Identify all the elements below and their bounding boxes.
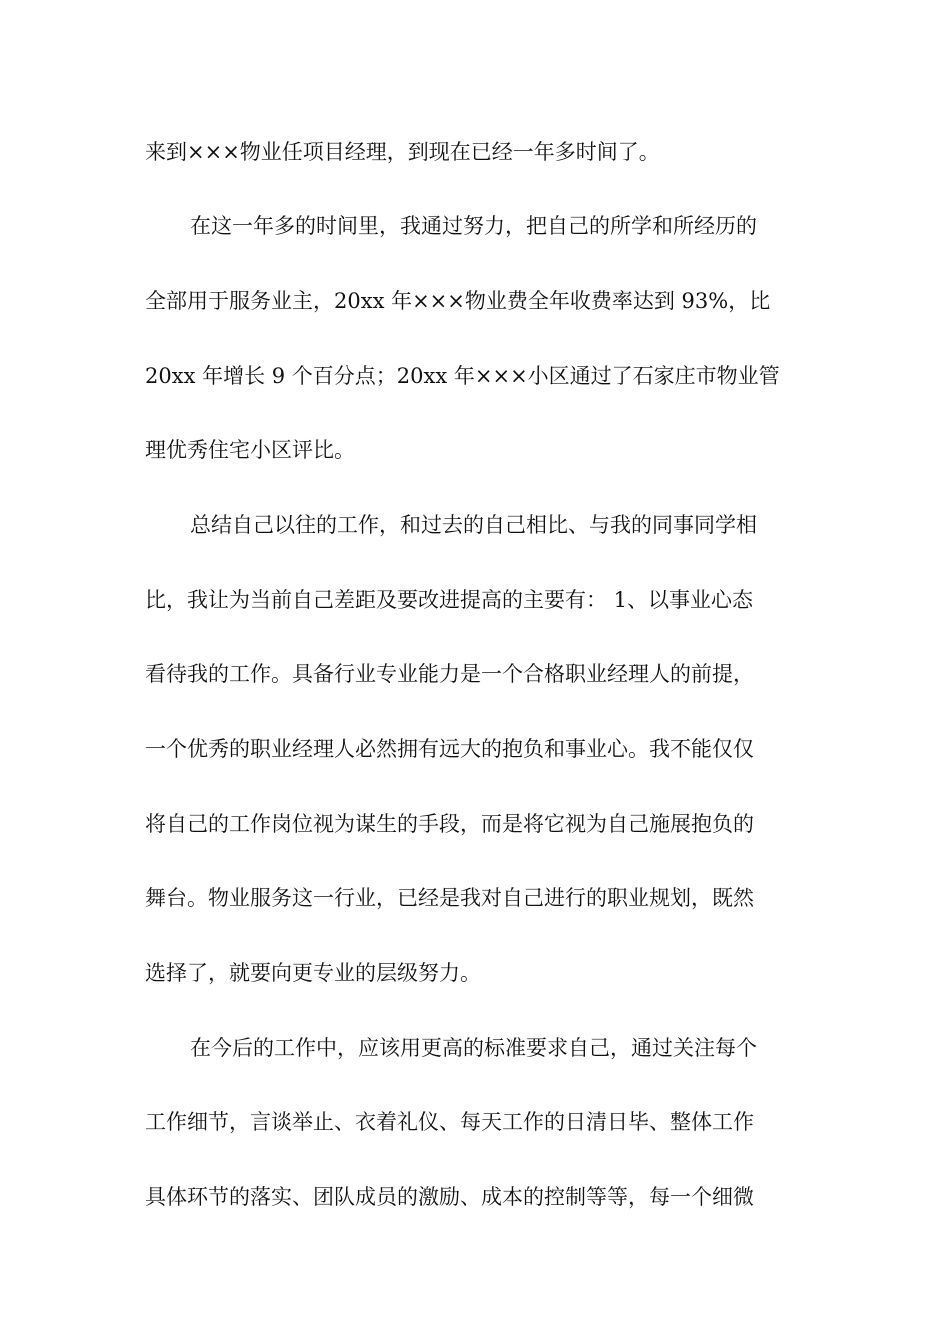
text-line: 理优秀住宅小区评比。 <box>145 438 355 462</box>
text-line: 20xx 年增长 9 个百分点；20xx 年×××小区通过了石家庄市物业管 <box>145 364 780 388</box>
paragraph-first-line: 在这一年多的时间里，我通过努力，把自己的所学和所经历的 <box>190 214 757 238</box>
paragraph-first-line: 在今后的工作中，应该用更高的标准要求自己，通过关注每个 <box>190 1036 757 1060</box>
text-line: 一个优秀的职业经理人必然拥有远大的抱负和事业心。我不能仅仅 <box>145 737 754 761</box>
text-line: 工作细节，言谈举止、衣着礼仪、每天工作的日清日毕、整体工作 <box>145 1110 754 1134</box>
text-line: 比，我让为当前自己差距及要改进提高的主要有： 1、以事业心态 <box>145 588 754 612</box>
text-line: 舞台。物业服务这一行业，已经是我对自己进行的职业规划，既然 <box>145 886 754 910</box>
text-line: 全部用于服务业主，20xx 年×××物业费全年收费率达到 93%，比 <box>145 289 771 313</box>
text-line: 来到×××物业任项目经理，到现在已经一年多时间了。 <box>145 140 660 164</box>
text-line: 看待我的工作。具备行业专业能力是一个合格职业经理人的前提， <box>145 662 754 686</box>
text-line: 具体环节的落实、团队成员的激励、成本的控制等等，每一个细微 <box>145 1185 754 1209</box>
text-line: 将自己的工作岗位视为谋生的手段，而是将它视为自己施展抱负的 <box>145 812 754 836</box>
paragraph-first-line: 总结自己以往的工作，和过去的自己相比、与我的同事同学相 <box>190 513 757 537</box>
text-line: 选择了，就要向更专业的层级努力。 <box>145 961 481 985</box>
